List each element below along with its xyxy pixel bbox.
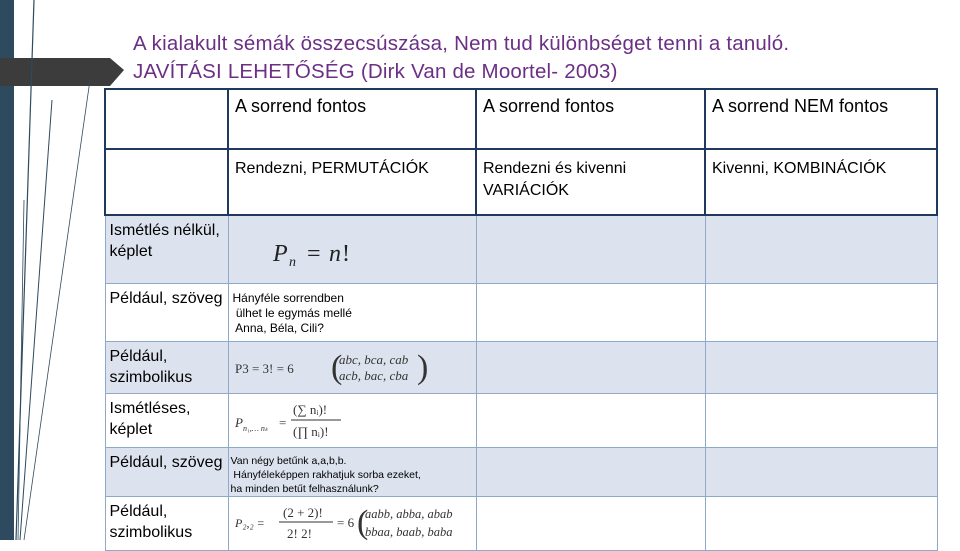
svg-text:2! 2!: 2! 2! [286, 525, 312, 541]
svg-text:(: ( [330, 348, 342, 386]
rep-example-formula [229, 497, 469, 549]
comparison-table [104, 88, 938, 551]
empty-cell [705, 496, 937, 550]
empty-cell [476, 283, 705, 341]
rep-set-line-2: bbaa, baab, baba [364, 524, 452, 539]
empty-cell [476, 496, 705, 550]
rep-example-cell [228, 496, 476, 550]
perm-example-cell [228, 341, 476, 393]
svg-text:= 6: = 6 [336, 514, 354, 530]
svg-text:): ) [416, 348, 428, 386]
header-corner [105, 89, 228, 149]
perm-set-line-1: abc, bca, cab [338, 351, 408, 367]
title-line-2: JAVÍTÁSI LEHETŐSÉG (Dirk Van de Moortel- 2003) [133, 60, 618, 83]
table-row [105, 496, 937, 550]
empty-cell [705, 283, 937, 341]
perm-example-equation: P3 = 3! = 6 [234, 360, 294, 376]
empty-cell [705, 447, 937, 496]
svg-text:(∑ nᵢ)!: (∑ nᵢ)! [292, 401, 327, 417]
subheader-permutation: Rendezni, PERMUTÁCIÓK [228, 149, 476, 215]
empty-cell [476, 215, 705, 283]
svg-text:(2 + 2)!: (2 + 2)! [282, 504, 323, 520]
example-text-line: Hányféle sorrendben [232, 290, 344, 305]
perm-formula [229, 216, 469, 280]
example-text-line: ha minden betűt felhasználunk? [230, 482, 379, 495]
example-text-line: Hányféleképpen rakhatjuk sorba ezeket, [230, 468, 421, 481]
subheader-combination: Kivenni, KOMBINÁCIÓK [705, 149, 937, 215]
svg-text:P₂,₂ =: P₂,₂ = [234, 515, 265, 530]
row-label: Például, szimbolikus [105, 341, 228, 393]
row-label: Például, szöveg [105, 283, 228, 341]
rep-set-line-1: aabb, abba, abab [364, 506, 452, 521]
table-row [105, 447, 937, 496]
empty-cell [705, 393, 937, 447]
svg-text:P: P [272, 241, 288, 267]
svg-text:n: n [288, 255, 296, 270]
header-variation: A sorrend fontos [476, 89, 705, 149]
rep-example-text [228, 447, 476, 496]
svg-text:(∏ nᵢ)!: (∏ nᵢ)! [292, 423, 329, 439]
empty-cell [476, 393, 705, 447]
header-permutation: A sorrend fontos [228, 89, 476, 149]
empty-cell [705, 215, 937, 283]
perm-example-text [228, 283, 476, 341]
example-text-line: ülhet le egymás mellé [232, 305, 352, 320]
row-label: Például, szimbolikus [105, 496, 228, 550]
svg-text:=: = [306, 241, 321, 267]
header-row [105, 89, 937, 149]
rep-formula-cell [228, 393, 476, 447]
svg-text:!: ! [341, 241, 350, 267]
example-text-line: Van négy betűnk a,a,b,b. [230, 454, 347, 467]
svg-text:=: = [278, 414, 286, 430]
table-row [105, 393, 937, 447]
svg-text:n₁,… nₖ: n₁,… nₖ [242, 423, 268, 433]
perm-example-formula [229, 342, 469, 392]
title-line-1: A kialakult sémák összecsúszása, Nem tud különbséget tenni a tanuló. [133, 32, 790, 55]
subheader-corner [105, 149, 228, 215]
slide-title [133, 30, 933, 86]
svg-text:n: n [328, 241, 341, 267]
empty-cell [705, 341, 937, 393]
perm-set-line-2: acb, bac, cba [338, 367, 408, 383]
table-row [105, 341, 937, 393]
table-row [105, 215, 937, 283]
table-row [105, 283, 937, 341]
subheader-variation: Rendezni és kivenni VARIÁCIÓK [476, 149, 705, 215]
row-label: Például, szöveg [105, 447, 228, 496]
perm-formula-cell [228, 215, 476, 283]
svg-text:(: ( [356, 503, 368, 541]
empty-cell [476, 447, 705, 496]
svg-text:P: P [234, 414, 243, 430]
example-text-line: Anna, Béla, Cili? [232, 320, 324, 335]
row-label: Ismétléses, képlet [105, 393, 228, 447]
subheader-row [105, 149, 937, 215]
empty-cell [476, 341, 705, 393]
rep-formula [229, 394, 469, 446]
row-label: Ismétlés nélkül, képlet [105, 215, 228, 283]
header-combination: A sorrend NEM fontos [705, 89, 937, 149]
